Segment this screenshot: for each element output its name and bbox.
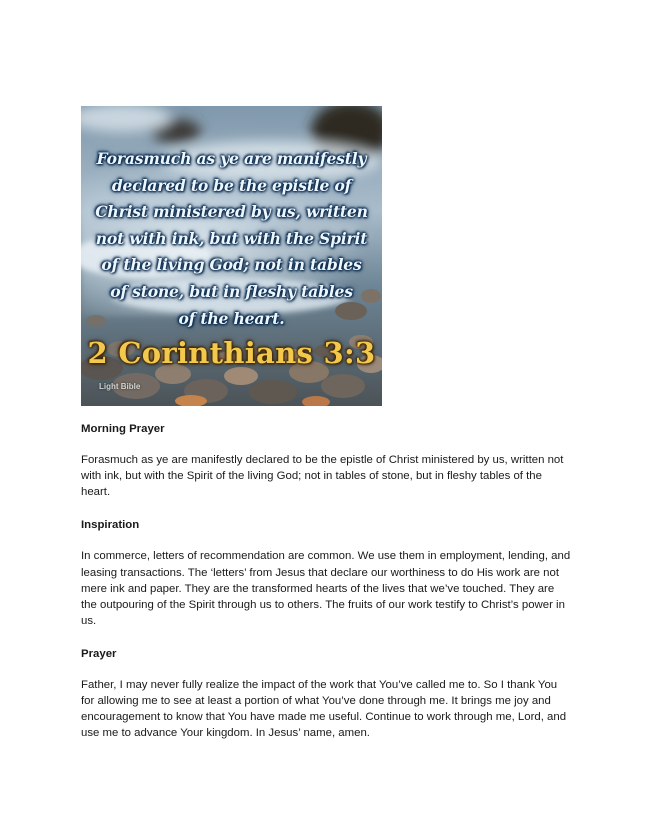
section-paragraph: Father, I may never fully realize the impact of the work that You’ve called me to. So I thank You for allowing me to see at least a portion of what You’ve done through me. It brings me joy and encouragement to know that You have made me useful. Continue to work through me, Lord, and use me to advance Your kingdom. In Jesus’ name, amen. (81, 679, 567, 740)
section-paragraph: Forasmuch as ye are manifestly declared to be the epistle of Christ ministered by us, written not with ink, but with the Spirit of the living God; not in tables of stone, but in fleshy tables of the heart. (81, 454, 564, 499)
verse-line: of the heart. (178, 308, 285, 328)
section-prayer (81, 646, 571, 741)
section-heading: Morning Prayer (81, 423, 165, 435)
document-body (81, 421, 571, 758)
verse-line: of the living God; not in tables (101, 255, 362, 275)
section-paragraph: In commerce, letters of recommendation are common. We use them in employment, lending, and leasing transactions. The ‘letters’ from Jesus that declare our worthiness to do His work are not mere ink and paper. They are the transformed hearts of the lives that we’ve touched. They are the outpouring of the Spirit through us to others. The fruits of our work testify to Christ’s power in us. (81, 550, 571, 627)
verse-line: declared to be the epistle of (111, 175, 352, 195)
verse-line: of stone, but in fleshy tables (110, 281, 353, 301)
section-heading: Inspiration (81, 519, 140, 532)
watermark: Light Bible (99, 382, 141, 391)
verse-line: Christ ministered by us, written (95, 202, 368, 222)
verse-image (81, 106, 382, 406)
section-morning-prayer (81, 421, 571, 500)
section-inspiration (81, 517, 571, 629)
verse-line: Forasmuch as ye are manifestly (96, 149, 367, 168)
section-heading: Prayer (81, 647, 117, 660)
verse-reference: 2 Corinthians 3:3 (87, 336, 376, 370)
verse-line: not with ink, but with the Spirit (95, 228, 368, 248)
verse-overlay-text (87, 146, 376, 332)
